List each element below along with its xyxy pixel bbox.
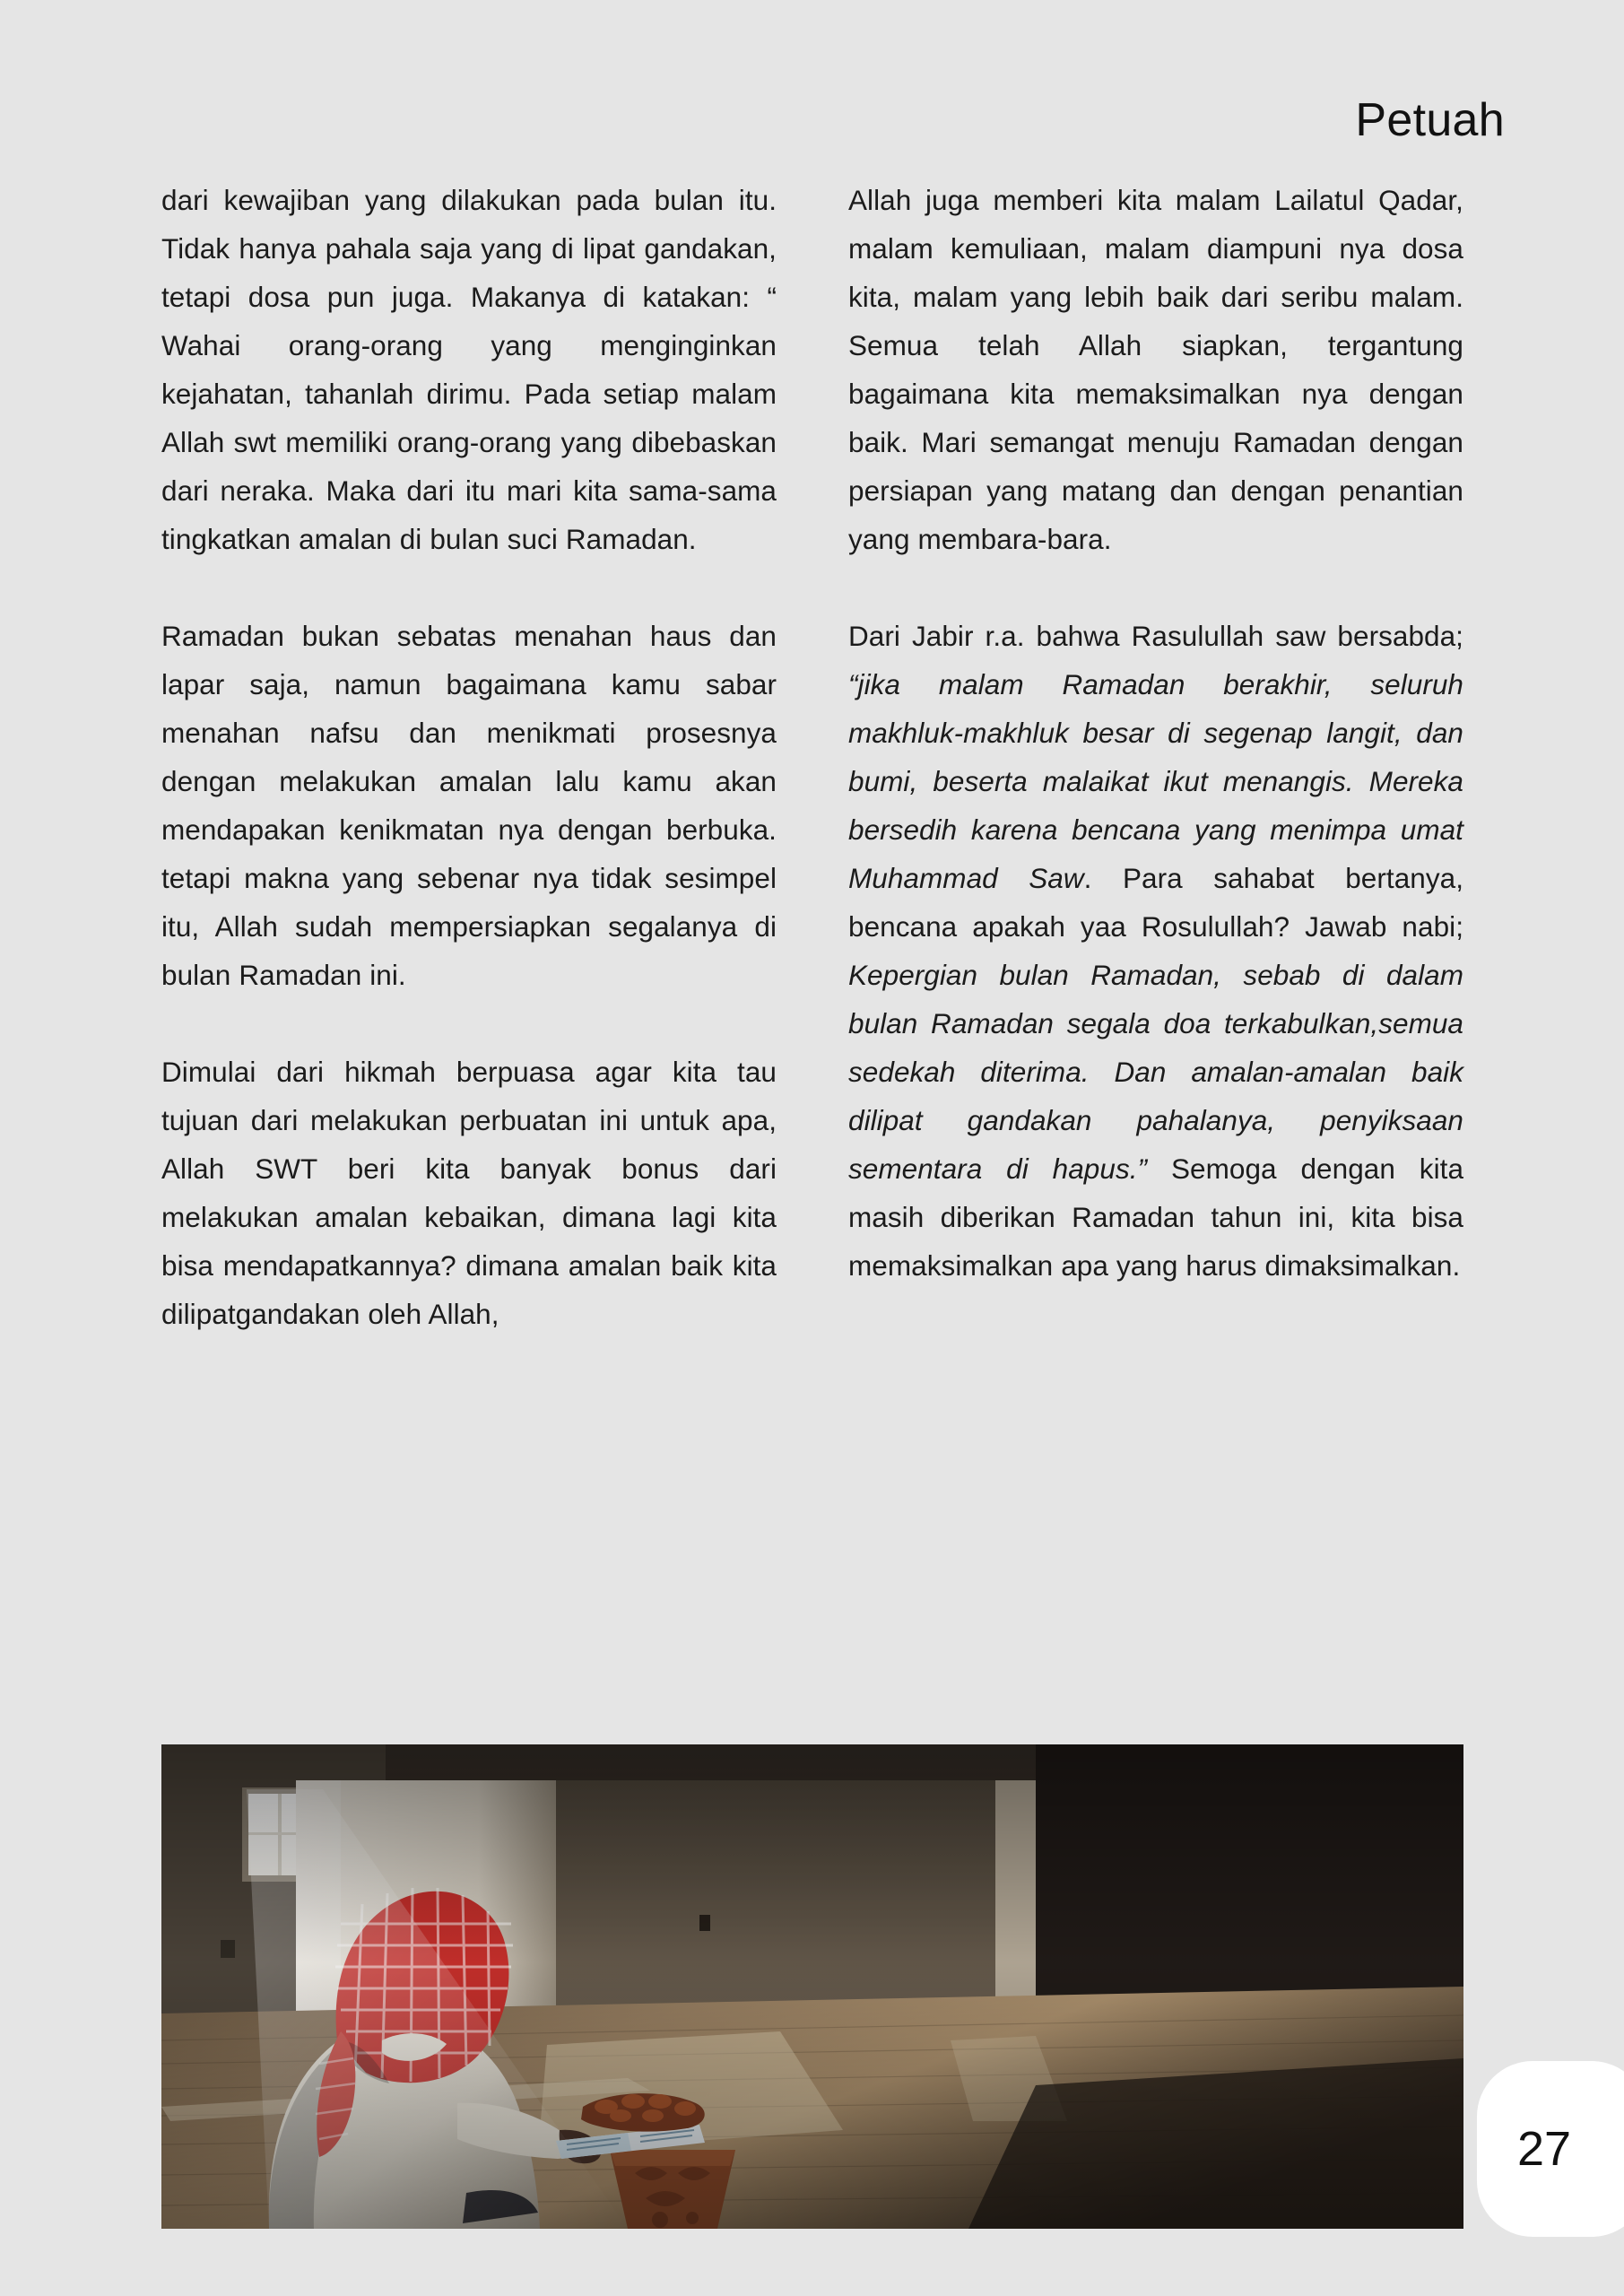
page-number-badge: [1477, 2061, 1624, 2237]
article-columns: [161, 176, 1463, 1338]
page-header: [0, 94, 1505, 160]
right-paragraph-2: [848, 612, 1463, 1290]
right-paragraph-1: Allah juga memberi kita malam Lailatul Qadar, malam kemuliaan, malam diampuni nya dosa kita, malam yang lebih baik dari seribu malam. Semua telah Allah siapkan, tergantung bagaimana kita memaksimalkan nya dengan baik. Mari semangat menuju Ramadan dengan persiapan yang matang dan dengan penantian yang membara-bara.: [848, 184, 1463, 555]
hadith-narration-middle: . Para sahabat bertanya, bencana apakah yaa Rosulullah? Jawab nabi;: [848, 862, 1463, 943]
left-paragraph-2: Ramadan bukan sebatas menahan haus dan lapar saja, namun bagaimana kamu sabar menahan nafsu dan menikmati prosesnya dengan melakukan amalan lalu kamu akan mendapakan kenikmatan nya dengan berbuka. tetapi makna yang sebenar nya tidak sesimpel itu, Allah sudah mempersiapkan segalanya di bulan Ramadan ini.: [161, 620, 777, 991]
page-title: Petuah: [1355, 94, 1505, 146]
hadith-quote-part-2: Kepergian bulan Ramadan, sebab di dalam bulan Ramadan segala doa terkabulkan,semua sedekah diterima. Dan amalan-amalan baik dilipat gandakan pahalanya, penyiksaan sementara di hapus.”: [848, 959, 1463, 1185]
left-paragraph-3: Dimulai dari hikmah berpuasa agar kita tau tujuan dari melakukan perbuatan ini untuk apa, Allah SWT beri kita banyak bonus dari melakukan amalan kebaikan, dimana lagi kita bisa mendapatkannya? dimana amalan baik kita dilipatgandakan oleh Allah,: [161, 1056, 777, 1330]
left-paragraph-1: dari kewajiban yang dilakukan pada bulan itu. Tidak hanya pahala saja yang di lipat gandakan, tetapi dosa pun juga. Makanya di katakan: “ Wahai orang-orang yang menginginkan kejahatan, tahanlah dirimu. Pada setiap malam Allah swt memiliki orang-orang yang dibebaskan dari neraka. Maka dari itu mari kita sama-sama tingkatkan amalan di bulan suci Ramadan.: [161, 184, 777, 555]
article-photo: [161, 1744, 1463, 2229]
right-column: [848, 176, 1463, 1338]
hadith-quote-part-1: “jika malam Ramadan berakhir, seluruh makhluk-makhluk besar di segenap langit, dan bumi, beserta malaikat ikut menangis. Mereka bersedih karena bencana yang menimpa umat Muhammad Saw: [848, 668, 1463, 894]
closing-remark: Semoga dengan kita masih diberikan Ramadan tahun ini, kita bisa memaksimalkan apa yang harus dimaksimalkan.: [848, 1152, 1464, 1282]
page-number: 27: [1516, 2122, 1572, 2176]
hadith-attribution: Dari Jabir r.a. bahwa Rasulullah saw bersabda;: [848, 620, 1463, 652]
left-column: [161, 176, 777, 1338]
photo-illustration: [161, 1744, 1463, 2229]
